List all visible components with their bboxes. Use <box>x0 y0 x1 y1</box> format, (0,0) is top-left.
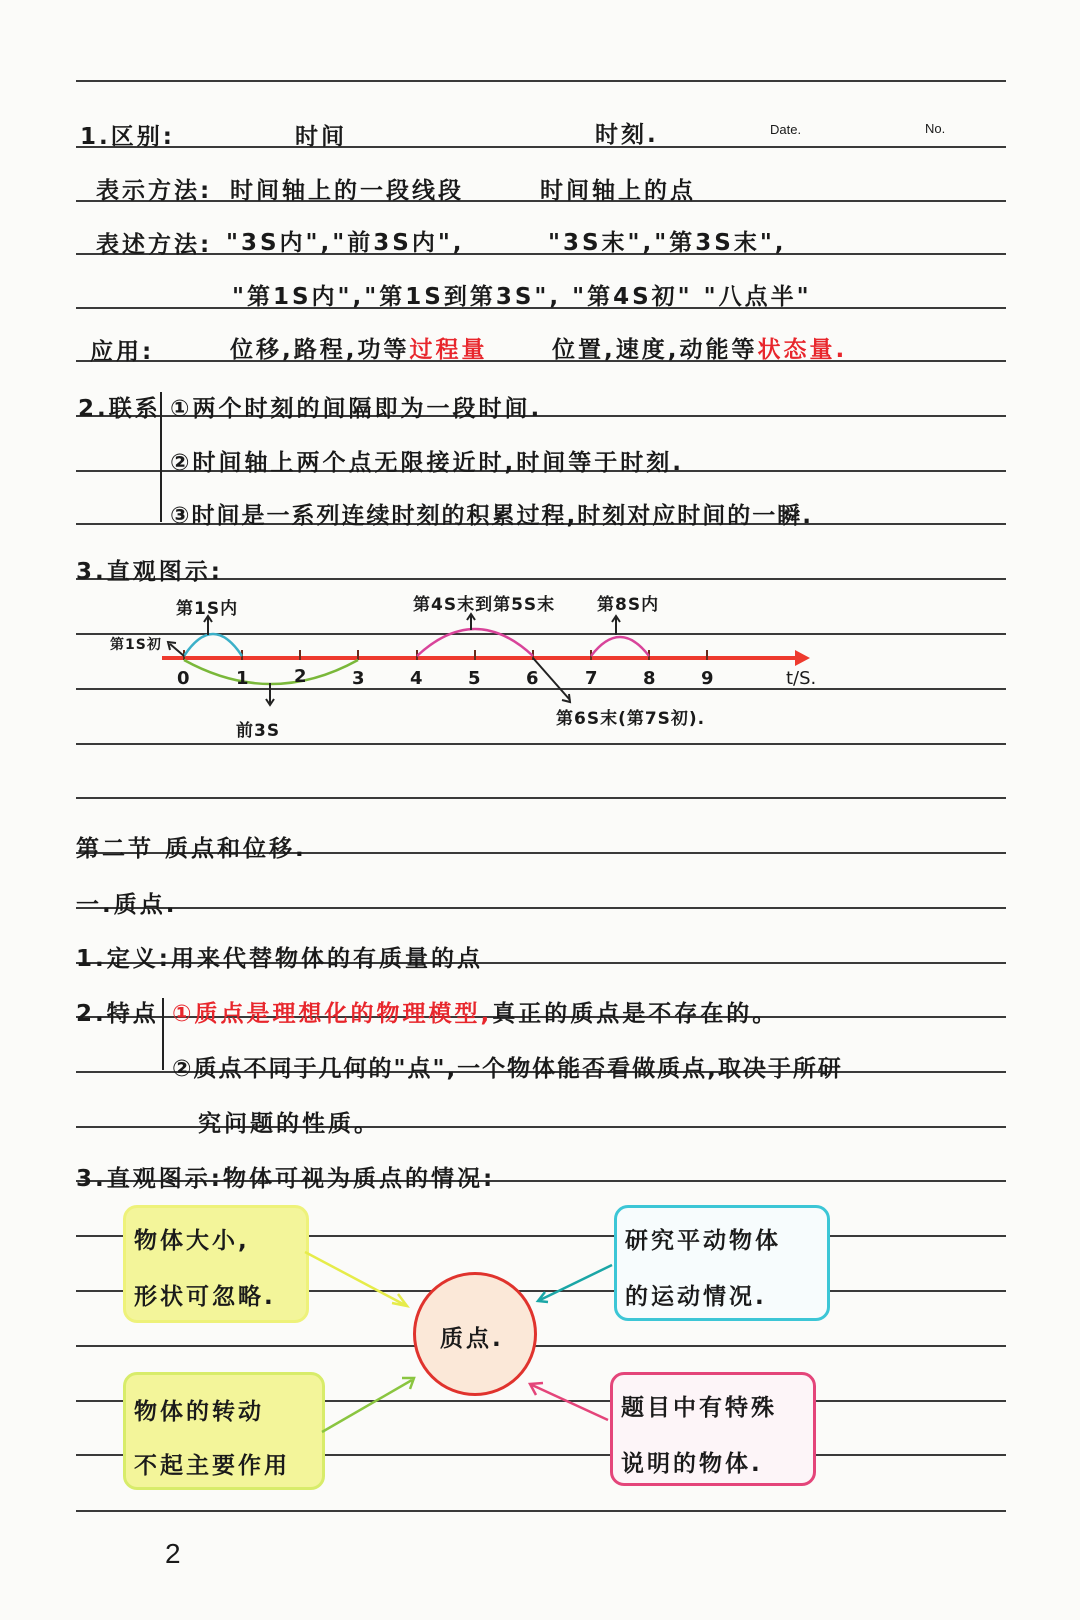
mass-point-label: 质点. <box>440 1326 504 1352</box>
section-heading: 1.区别: <box>80 124 175 150</box>
relation-item-2: ②时间轴上两个点无限接近时,时间等于时刻. <box>170 450 684 476</box>
box-text: 的运动情况. <box>625 1284 767 1310</box>
diagram-heading-2: 3.直观图示:物体可视为质点的情况: <box>76 1166 496 1192</box>
process-quantity-highlight: 过程量 <box>409 337 488 363</box>
column-header-time: 时间 <box>295 124 347 150</box>
tick-label-0: 0 <box>177 668 190 689</box>
annotation-eighth-second: 第8S内 <box>597 595 660 615</box>
application-label: 应用: <box>90 339 155 365</box>
feature-2-line-2: 究问题的性质。 <box>198 1111 380 1137</box>
annotation-first-second-within: 第1S内 <box>176 599 239 619</box>
expr-line2: "第1S内","第1S到第3S", "第4S初" "八点半" <box>232 284 812 310</box>
relation-heading: 2.联系 <box>78 396 161 422</box>
definition: 1.定义:用来代替物体的有质量的点 <box>76 946 483 972</box>
annotation-sixth-end: 第6S末(第7S初). <box>556 709 706 729</box>
annotation-first-3s: 前3S <box>236 721 281 741</box>
chapter-title: 第二节 质点和位移. <box>76 836 307 862</box>
box-text: 形状可忽略. <box>134 1284 276 1310</box>
no-label: No. <box>925 121 946 136</box>
features-label: 2.特点 <box>76 1001 159 1027</box>
box-text: 物体大小, <box>134 1228 250 1254</box>
repr-moment: 时间轴上的点 <box>540 178 696 204</box>
column-header-moment: 时刻. <box>595 122 659 148</box>
date-label: Date. <box>770 122 802 137</box>
tick-label-4: 4 <box>410 668 423 689</box>
tick-label-3: 3 <box>352 668 365 689</box>
feature-1-text: 真正的质点是不存在的。 <box>492 1001 779 1027</box>
relation-item-1: ①两个时刻的间隔即为一段时间. <box>170 396 543 422</box>
state-quantity-highlight: 状态量. <box>757 337 848 363</box>
expr-moment: "3S末","第3S末", <box>548 230 787 256</box>
axis-unit: t/S. <box>786 668 817 689</box>
tick-label-2: 2 <box>294 666 307 687</box>
repr-label: 表示方法: <box>96 178 213 204</box>
tick-label-9: 9 <box>701 668 714 689</box>
box-text: 物体的转动 <box>134 1399 264 1425</box>
tick-label-5: 5 <box>468 668 481 689</box>
expr-label: 表述方法: <box>96 232 213 258</box>
box-text: 题目中有特殊 <box>621 1395 777 1421</box>
box-text: 研究平动物体 <box>625 1228 781 1254</box>
feature-1-highlight: ①质点是理想化的物理模型, <box>172 1001 493 1027</box>
box-text: 不起主要作用 <box>134 1453 290 1479</box>
application-time-text: 位移,路程,功等 <box>230 337 410 363</box>
relation-item-3: ③时间是一系列连续时刻的积累过程,时刻对应时间的一瞬. <box>170 503 813 529</box>
tick-label-1: 1 <box>236 668 249 689</box>
box-text: 说明的物体. <box>621 1451 763 1477</box>
page-number: 2 <box>165 1538 181 1569</box>
subsection-title: 一.质点. <box>76 892 178 918</box>
tick-label-7: 7 <box>585 668 598 689</box>
tick-label-8: 8 <box>643 668 656 689</box>
expr-time: "3S内","前3S内", <box>226 230 465 256</box>
repr-time: 时间轴上的一段线段 <box>230 178 464 204</box>
application-moment-text: 位置,速度,动能等 <box>552 337 758 363</box>
tick-label-6: 6 <box>526 668 539 689</box>
annotation-4s-to-5s: 第4S末到第5S末 <box>413 595 556 615</box>
diagram-heading: 3.直观图示: <box>76 559 223 585</box>
annotation-first-second-start: 第1S初 <box>110 637 162 653</box>
feature-2-line-1: ②质点不同于几何的"点",一个物体能否看做质点,取决于所研 <box>172 1056 843 1082</box>
